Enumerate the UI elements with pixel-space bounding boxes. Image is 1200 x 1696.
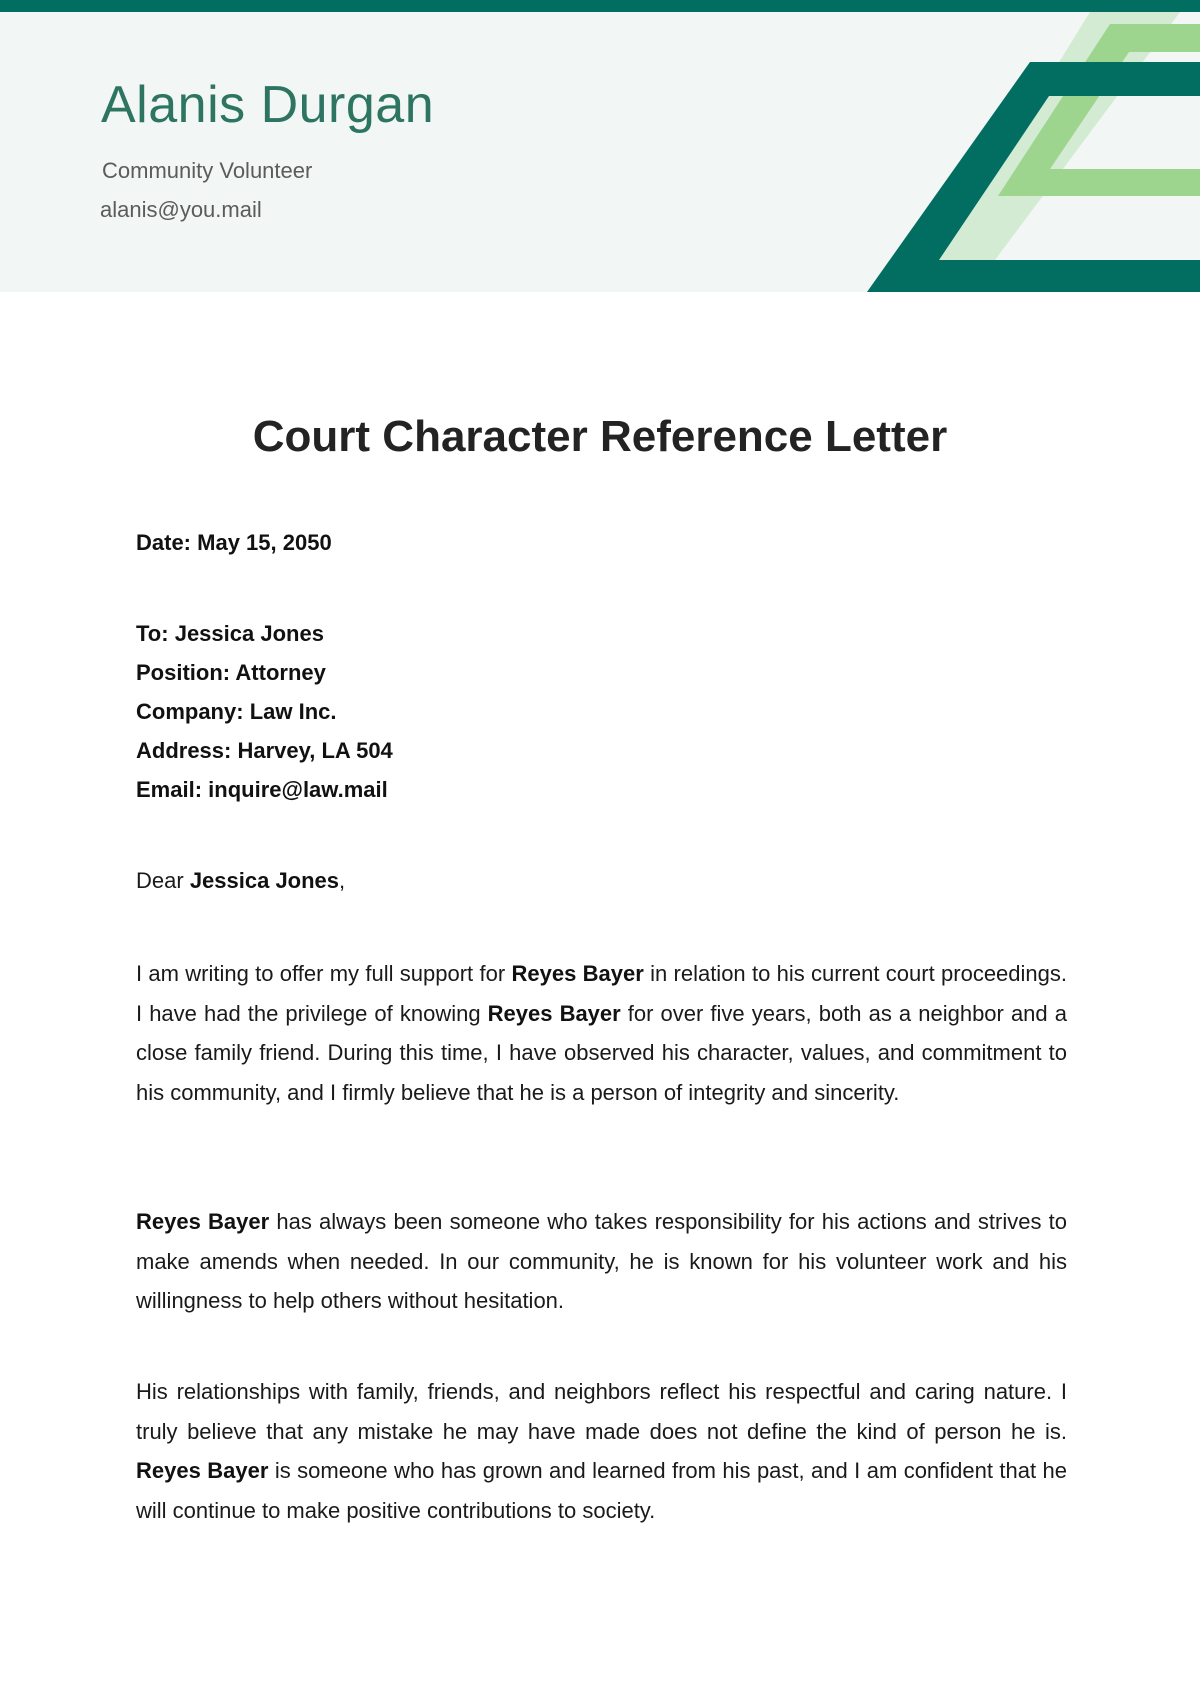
p3-text-b: is someone who has grown and learned from his past, and I am confident that he will continue to make positive contributions to society.: [136, 1458, 1067, 1523]
address-value: Harvey, LA 504: [237, 738, 393, 763]
to-label: To:: [136, 621, 169, 646]
recipient-position: [136, 660, 326, 686]
p1-text-b: in relation to his current court proceedings. I have had the privilege of knowing: [136, 961, 1067, 1026]
date-label: Date:: [136, 530, 192, 555]
position-label: Position:: [136, 660, 231, 685]
p1-text-c: for over five years, both as a neighbor and a close family friend. During this time, I have observed his character, values, and commitment to his community, and I firmly believe that he is a person of integrity and sincerity.: [136, 1000, 1067, 1105]
subject-name: Reyes Bayer: [487, 1000, 621, 1026]
top-accent-bar: [0, 0, 1200, 12]
recipient-email: [136, 777, 388, 803]
salutation-suffix: ,: [339, 868, 346, 893]
sender-email: alanis@you.mail: [100, 197, 262, 222]
address-label: Address:: [136, 738, 232, 763]
subject-name: Reyes Bayer: [136, 1209, 270, 1234]
paragraph-2: [136, 1202, 1067, 1321]
decorative-shapes: [0, 12, 1200, 292]
subject-name: Reyes Bayer: [136, 1458, 269, 1483]
date-line: [136, 530, 332, 556]
p3-text-a: His relationships with family, friends, and neighbors reflect his respectful and caring nature. I truly believe that any mistake he may have made does not define the kind of person he is.: [136, 1379, 1067, 1444]
company-label: Company:: [136, 699, 244, 724]
sender-role: Community Volunteer: [102, 158, 313, 183]
recipient-company: [136, 699, 336, 725]
p2-text-a: has always been someone who takes responsibility for his actions and strives to make amends when needed. In our community, he is known for his volunteer work and his willingness to help others without hesitation.: [136, 1209, 1067, 1313]
recipient-address: [136, 738, 393, 764]
p1-text-a: I am writing to offer my full support for: [136, 961, 506, 986]
recipient-to: [136, 621, 324, 647]
sender-name: Alanis Durgan: [101, 76, 435, 134]
email-value: inquire@law.mail: [208, 777, 388, 802]
paragraph-1: [136, 954, 1067, 1112]
company-value: Law Inc.: [249, 699, 337, 724]
to-value: Jessica Jones: [174, 621, 324, 646]
letterhead: [0, 12, 1200, 292]
salutation: [136, 868, 345, 894]
paragraph-3: [136, 1372, 1067, 1530]
salutation-prefix: Dear: [136, 868, 184, 893]
salutation-name: Jessica Jones: [189, 868, 340, 893]
position-value: Attorney: [235, 660, 326, 685]
letter-title: Court Character Reference Letter: [252, 412, 948, 461]
email-label: Email:: [136, 777, 203, 802]
subject-name: Reyes Bayer: [511, 961, 644, 986]
date-value: May 15, 2050: [197, 530, 332, 555]
